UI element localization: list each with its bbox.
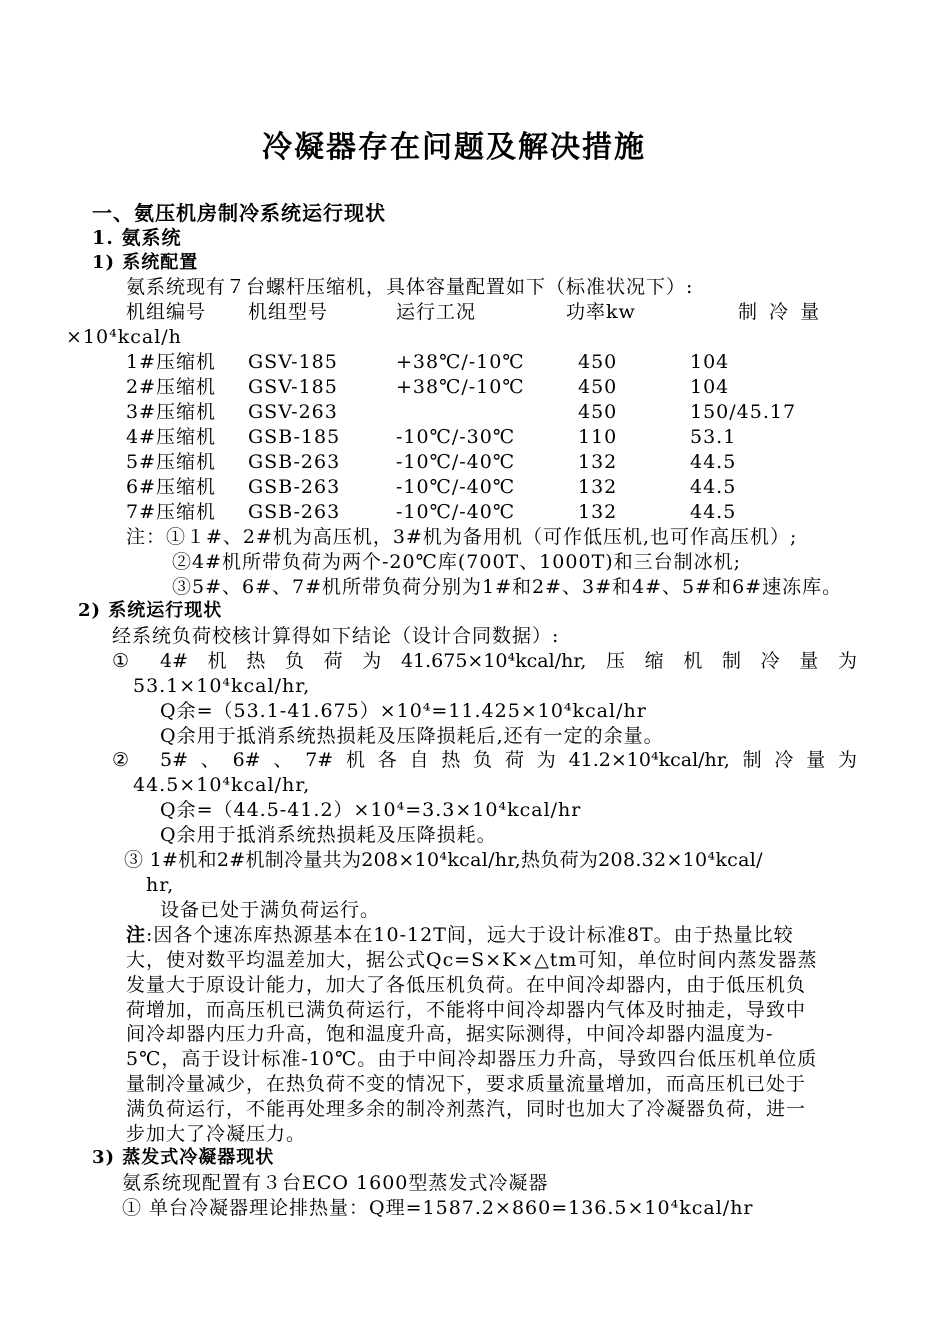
- row-3-capacity: 150/45.17: [690, 401, 797, 423]
- item-2-word: 荷: [504, 749, 524, 771]
- analysis-note-line: 间冷却器内压力升高，饱和温度升高，据实际测得，中间冷却器内温度为-: [126, 1023, 774, 1045]
- item-2-line-2: 44.5×10⁴kcal/hr,: [133, 774, 311, 796]
- item-2-q-note: Q余用于抵消系统热损耗及压降损耗。: [160, 824, 497, 846]
- table-note-2: ②4#机所带负荷为两个-20℃库(700T、1000T)和三台制冰机;: [172, 551, 742, 573]
- item-1-word: 机: [207, 650, 227, 672]
- item-1-word: 量: [799, 650, 819, 672]
- row-7-power: 132: [578, 501, 618, 523]
- item-1-q-note: Q余用于抵消系统热损耗及压降损耗后,还有一定的余量。: [160, 725, 664, 747]
- table-header-condition: 运行工况: [396, 301, 477, 323]
- condenser-item-1: ① 单台冷凝器理论排热量：Q理=1587.2×860=136.5×10⁴kcal/hr: [122, 1197, 754, 1219]
- item-1-word: 压: [606, 650, 626, 672]
- row-2-id: 2#压缩机: [126, 376, 217, 398]
- item-1-word: 41.675×10⁴kcal/hr,: [400, 650, 587, 672]
- table-header-capacity-unit: ×10⁴kcal/h: [66, 326, 182, 348]
- row-2-power: 450: [578, 376, 618, 398]
- item-2-word: 制: [742, 749, 762, 771]
- item-1-line-2: 53.1×10⁴kcal/hr,: [133, 675, 311, 697]
- item-1-q-surplus: Q余=（53.1-41.675）×10⁴=11.425×10⁴kcal/hr: [160, 700, 647, 722]
- row-5-model: GSB-263: [248, 451, 341, 473]
- item-1-word: 制: [721, 650, 741, 672]
- item-2-word: 机: [345, 749, 365, 771]
- subsection-heading-ammonia: 1. 氨系统: [92, 227, 182, 249]
- analysis-note-label: 注: [126, 924, 147, 946]
- item-2-line-1: [160, 748, 857, 772]
- row-2-capacity: 104: [690, 376, 730, 398]
- item-2-word: 冷: [774, 749, 794, 771]
- row-4-power: 110: [578, 426, 618, 448]
- analysis-note-text: :因各个速冻库热源基本在10-12T间，远大于设计标准8T。由于热量比较: [146, 924, 794, 946]
- table-header-capacity: 制 冷 量: [738, 301, 823, 323]
- row-1-id: 1#压缩机: [126, 351, 217, 373]
- row-3-model: GSV-263: [248, 401, 338, 423]
- item-1-word: 负: [284, 650, 304, 672]
- item-2-word: 6#: [232, 749, 261, 771]
- table-note-1: 注：①１#、2#机为高压机，3#机为备用机（可作低压机,也可作高压机）;: [126, 526, 798, 548]
- analysis-note-line: 发量大于原设计能力，加大了各低压机负荷。在中间冷却器内，由于低压机负: [126, 974, 807, 996]
- row-6-id: 6#压缩机: [126, 476, 217, 498]
- item-2-number: ②: [112, 749, 131, 771]
- item-2-word: 各: [377, 749, 397, 771]
- row-6-model: GSB-263: [248, 476, 341, 498]
- analysis-note-line: 荷增加，而高压机已满负荷运行，不能将中间冷却器内气体及时抽走，导致中: [126, 999, 807, 1021]
- subsection-heading-status: 2) 系统运行现状: [78, 600, 223, 621]
- row-7-condition: -10℃/-40℃: [396, 501, 516, 523]
- analysis-note-line: 量制冷量减少，在热负荷不变的情况下，要求质量流量增加，而高压机已处于: [126, 1073, 807, 1095]
- row-5-capacity: 44.5: [690, 451, 737, 473]
- item-3-line-3: 设备已处于满负荷运行。: [160, 899, 381, 921]
- row-7-id: 7#压缩机: [126, 501, 217, 523]
- table-header-power: 功率kw: [566, 301, 636, 323]
- item-2-word: 自: [409, 749, 429, 771]
- row-5-id: 5#压缩机: [126, 451, 217, 473]
- item-1-word: 缩: [644, 650, 664, 672]
- row-7-model: GSB-263: [248, 501, 341, 523]
- row-5-condition: -10℃/-40℃: [396, 451, 516, 473]
- item-2-word: 为: [837, 749, 857, 771]
- item-2-word: 7#: [305, 749, 334, 771]
- item-1-number: ①: [112, 650, 131, 672]
- row-7-capacity: 44.5: [690, 501, 737, 523]
- table-note-3: ③5#、6#、7#机所带负荷分别为1#和2#、3#和4#、5#和6#速冻库。: [172, 576, 843, 598]
- item-3-line-1: ③ 1#机和2#机制冷量共为208×10⁴kcal/hr,热负荷为208.32×10⁴kcal/: [124, 849, 763, 871]
- item-2-word: 量: [806, 749, 826, 771]
- config-intro: 氨系统现有７台螺杆压缩机，具体容量配置如下（标准状况下）:: [126, 276, 694, 298]
- item-1-word: 荷: [323, 650, 343, 672]
- item-1-word: 为: [362, 650, 382, 672]
- row-1-condition: +38℃/-10℃: [396, 351, 525, 373]
- item-1-word: 为: [837, 650, 857, 672]
- item-2-word: 、: [273, 749, 293, 771]
- item-1-word: 机: [683, 650, 703, 672]
- row-2-condition: +38℃/-10℃: [396, 376, 525, 398]
- analysis-note-line: [126, 923, 794, 947]
- item-1-line-1: [160, 649, 857, 673]
- item-2-word: 热: [441, 749, 461, 771]
- item-2-word: 、: [200, 749, 220, 771]
- item-2-word: 41.2×10⁴kcal/hr,: [568, 749, 730, 771]
- table-header-model: 机组型号: [248, 301, 329, 323]
- row-1-power: 450: [578, 351, 618, 373]
- condenser-intro: 氨系统现配置有３台ECO 1600型蒸发式冷凝器: [122, 1172, 549, 1194]
- analysis-note-line: 满负荷运行，不能再处理多余的制冷剂蒸汽，同时也加大了冷凝器负荷，进一: [126, 1098, 807, 1120]
- analysis-note-line: 大，使对数平均温差加大，据公式Qc=S×K×△tm可知，单位时间内蒸发器蒸: [126, 949, 818, 971]
- analysis-note-line: 5℃，高于设计标准-10℃。由于中间冷却器压力升高，导致四台低压机单位质: [126, 1048, 818, 1070]
- subsection-heading-condenser: 3) 蒸发式冷凝器现状: [92, 1147, 275, 1168]
- subsection-heading-config: 1) 系统配置: [92, 252, 199, 273]
- row-3-power: 450: [578, 401, 618, 423]
- row-6-condition: -10℃/-40℃: [396, 476, 516, 498]
- item-2-word: 负: [473, 749, 493, 771]
- row-4-model: GSB-185: [248, 426, 341, 448]
- section-heading-1: 一、氨压机房制冷系统运行现状: [92, 201, 386, 225]
- item-2-q-surplus: Q余=（44.5-41.2）×10⁴=3.3×10⁴kcal/hr: [160, 799, 582, 821]
- item-3-line-2: hr,: [146, 874, 175, 896]
- item-2-word: 为: [536, 749, 556, 771]
- row-5-power: 132: [578, 451, 618, 473]
- row-2-model: GSV-185: [248, 376, 338, 398]
- item-1-word: 4#: [160, 650, 189, 672]
- table-header-id: 机组编号: [126, 301, 207, 323]
- row-3-id: 3#压缩机: [126, 401, 217, 423]
- row-4-condition: -10℃/-30℃: [396, 426, 516, 448]
- item-1-word: 冷: [760, 650, 780, 672]
- page-title: 冷凝器存在问题及解决措施: [262, 130, 646, 165]
- row-4-capacity: 53.1: [690, 426, 737, 448]
- row-6-power: 132: [578, 476, 618, 498]
- item-2-word: 5#: [160, 749, 189, 771]
- row-1-capacity: 104: [690, 351, 730, 373]
- row-4-id: 4#压缩机: [126, 426, 217, 448]
- status-intro: 经系统负荷校核计算得如下结论（设计合同数据）:: [112, 625, 560, 647]
- row-6-capacity: 44.5: [690, 476, 737, 498]
- analysis-note-line: 步加大了冷凝压力。: [126, 1123, 307, 1145]
- row-1-model: GSV-185: [248, 351, 338, 373]
- item-1-word: 热: [246, 650, 266, 672]
